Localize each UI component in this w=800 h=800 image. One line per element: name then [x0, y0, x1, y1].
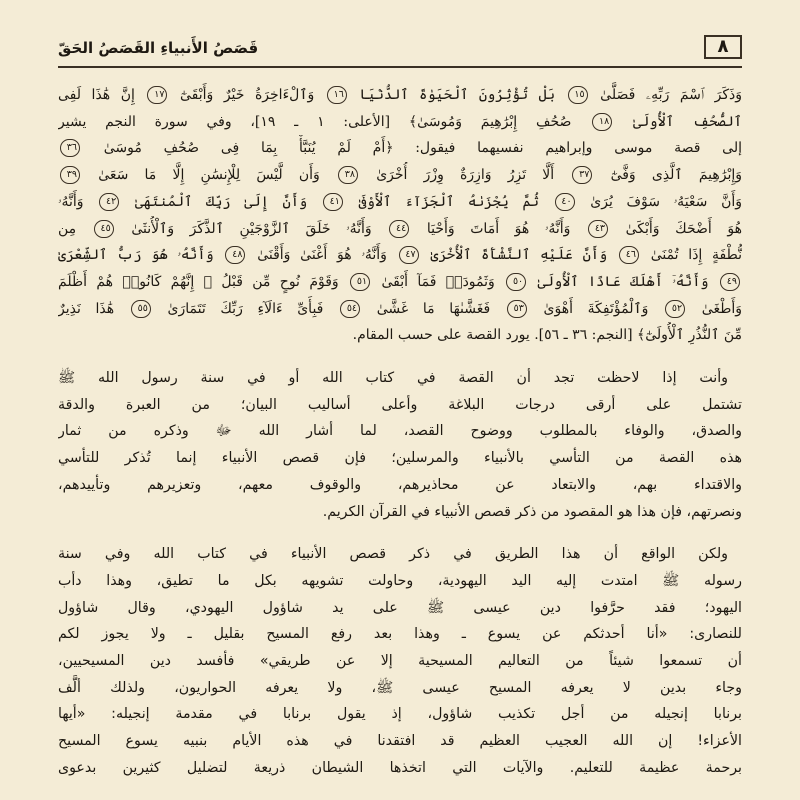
ayah-number-marker: ١٧ — [147, 86, 167, 104]
ayah-number-marker: ١٨ — [592, 113, 612, 131]
text-line: والاقتداء بهم، والابتعاد عن محاذيرهم، والوقوف معهم، وتعزيرهم وتأييدهم، — [58, 476, 742, 493]
ayah-number-marker: ١٥ — [568, 86, 588, 104]
verse-text: وَأَطْغَىٰ — [701, 300, 742, 317]
text-line — [58, 322, 742, 349]
text-line: الأعزاء! إن الله العجيب العظيم قد افتقدنا في هذه الأيام بنبيه يسوع المسيح — [58, 733, 742, 750]
verse-text: ثُمَّ يُجْزَىٰهُ ٱلْجَزَآءَ ٱلْأَوْفَىٰ — [358, 193, 539, 210]
page-header — [58, 32, 742, 68]
verse-text: مِّنَ ٱلنُّذُرِ ٱلْأُولَىٰٓ﴾ — [637, 327, 742, 344]
ayah-number-marker: ٣٦ — [60, 139, 80, 157]
verse-text: وَٱلْءَاخِرَةُ خَيْرٌ وَأَبْقَىٰٓ — [179, 87, 315, 103]
text-line: ولكن الواقع أن هذا الطريق في ذكر قصص الأنبياء في كتاب الله وفي سنة — [58, 546, 728, 563]
text-line — [58, 269, 742, 296]
verse-text: وَأَنَّ إِلَىٰ رَبِّكَ ٱلْمُنتَهَىٰ — [134, 193, 308, 210]
verse-text: ٱلصُّحُفِ ٱلْأُولَىٰ — [632, 113, 742, 130]
verse-text: وَأَنَّهُۥ — [58, 193, 84, 210]
verse-text: نُّطْفَةٍ إِذَا تُمْنَىٰ — [650, 247, 742, 264]
verse-text: إِنَّ هَٰذَا لَفِى — [58, 87, 135, 103]
verse-text: وَأَنَّ عَلَيْهِ ٱلنَّشْأَةَ ٱلْأُخْرَىٰ — [430, 247, 608, 264]
ayah-number-marker: ٥١ — [350, 273, 370, 291]
ayah-number-marker: ٥٥ — [131, 300, 151, 318]
ayah-number-marker: ٣٩ — [60, 166, 80, 184]
verse-text: إلى قصة موسى وإبراهيم نفسيهما فيقول: ﴿أَمْ لَمْ يُنَبَّأْ بِمَا فِى صُحُفِ مُوسَىٰ — [103, 140, 742, 157]
verse-text: وَذَكَرَ ٱسْمَ رَبِّهِۦ فَصَلَّىٰ — [600, 87, 742, 103]
ayah-number-marker: ٤٥ — [94, 220, 114, 238]
citation-text: [الأعلى: ١ ـ ١٩]، وفي سورة النجم يشير — [58, 113, 391, 130]
text-line: للنصارى: «أنا أحدثكم عن يسوع ـ وهذا بعد رفع المسيح بقليل ـ ولا يجوز لكم — [58, 626, 742, 643]
verse-text: بَلْ تُؤْثِرُونَ ٱلْحَيَوٰةَ ٱلدُّنْيَا — [359, 87, 556, 103]
text-line: تشتمل على أرقى درجات البلاغة وأعلى أساليب البيان؛ من العبرة والدقة — [58, 396, 742, 413]
verse-text: وَأَنَّهُۥ خَلَقَ ٱلزَّوْجَيْنِ ٱلذَّكَرَ وَٱلْأُنثَىٰ — [131, 220, 372, 237]
text-line — [58, 189, 742, 216]
text-line — [58, 296, 742, 323]
paragraph-spacer — [58, 525, 742, 541]
ayah-number-marker: ٤٧ — [399, 246, 419, 264]
text-line — [58, 162, 742, 189]
ayah-number-marker: ٤٨ — [225, 246, 245, 264]
text-line — [58, 242, 742, 269]
text-line: برنابا إنجيله من أجل تكذيب شاؤول، إذ يقول برنابا في مقدمة إنجيله: «أيها — [58, 706, 742, 723]
text-line: وجاء بدين لا يعرفه المسيح عيسى ﷺ، ولا يعرفه الحواريون، ولذلك ألَّف — [58, 679, 742, 696]
text-line: ونصرتهم، فإن هذا هو المقصود من ذكر قصص الأنبياء في القرآن الكريم. — [322, 503, 742, 520]
text-line — [58, 216, 742, 243]
ayah-number-marker: ٥٢ — [665, 300, 685, 318]
verse-text: وَأَنَّهُۥ هُوَ أَغْنَىٰ وَأَقْنَىٰ — [257, 247, 387, 264]
verse-text: فَغَشَّىٰهَا مَا غَشَّىٰ — [376, 300, 491, 317]
ayah-number-marker: ٤٤ — [389, 220, 409, 238]
verse-text: مِن — [58, 220, 77, 237]
ayah-number-marker: ٥٠ — [506, 273, 526, 291]
ayah-number-marker: ٤٩ — [720, 273, 740, 291]
verse-text: وَأَن لَّيْسَ لِلْإِنسَٰنِ إِلَّا مَا سَعَىٰ — [98, 167, 320, 184]
text-line: والصدق، والوفاء بالمطلوب ووضوح القصد، لما أشار الله ﷻ وذكره من ثمار — [58, 423, 742, 440]
page-number: ٨ — [704, 35, 742, 59]
ayah-number-marker: ٤٣ — [588, 220, 608, 238]
verse-text: وَأَنَّهُۥٓ أَهْلَكَ عَادًا ٱلْأُولَىٰ — [537, 273, 709, 290]
text-line — [58, 135, 742, 162]
ayah-number-marker: ٤٠ — [555, 193, 575, 211]
ayah-number-marker: ٣٧ — [572, 166, 592, 184]
verse-text: صُحُفِ إِبْرَٰهِيمَ وَمُوسَىٰ﴾ — [408, 113, 572, 130]
ayah-number-marker: ٤٢ — [99, 193, 119, 211]
verse-text: هُوَ أَضْحَكَ وَأَبْكَىٰ — [625, 220, 742, 237]
verse-text: فَبِأَىِّ ءَالَآءِ رَبِّكَ تَتَمَارَىٰ — [167, 300, 324, 317]
verse-text: وَقَوْمَ نُوحٍ مِّن قَبْلُ ۖ إِنَّهُمْ كَانُوا۟ هُمْ أَظْلَمَ — [58, 273, 339, 290]
ayah-number-marker: ١٦ — [327, 86, 347, 104]
citation-text: [النجم: ٣٦ ـ ٥٦]. يورد القصة على حسب المقام. — [352, 327, 633, 344]
text-line — [58, 109, 742, 136]
paragraph-spacer — [58, 349, 742, 365]
verse-text: وَثَمُودَا۟ فَمَآ أَبْقَىٰ — [381, 273, 495, 290]
verse-text: وَأَنَّهُۥ هُوَ أَمَاتَ وَأَحْيَا — [426, 220, 571, 237]
verse-text: وَإِبْرَٰهِيمَ ٱلَّذِى وَفَّىٰٓ — [610, 167, 742, 184]
text-line: هذه القصة من التأسي بالأنبياء والمرسلين؛ فإن قصص الأنبياء إنما تُذكر للتأسي — [58, 450, 742, 467]
text-line: رسوله ﷺ امتدت إليه اليد اليهودية، وحاولت تشويهه بكل ما تطيق، وهذا دأب — [58, 572, 742, 589]
ayah-number-marker: ٤٦ — [619, 246, 639, 264]
text-line: أن تسمعوا شيئاً من التعاليم المسيحية إلا عن طريقي» فأفسد دين المسيحيين، — [58, 653, 742, 670]
text-line: وأنت إذا لاحظت تجد أن القصة في كتاب الله أو في سنة رسول الله ﷺ — [58, 370, 728, 387]
page-body — [58, 82, 742, 782]
verse-text: وَأَنَّهُۥ هُوَ رَبُّ ٱلشِّعْرَىٰ — [58, 247, 214, 264]
ayah-number-marker: ٥٣ — [507, 300, 527, 318]
ayah-number-marker: ٤١ — [323, 193, 343, 211]
paragraph — [58, 541, 742, 781]
verse-text: وَٱلْمُؤْتَفِكَةَ أَهْوَىٰ — [543, 300, 649, 317]
verse-text: هَٰذَا نَذِيرٌ — [58, 300, 115, 317]
running-title: قَصَصُ الأَنبياءِ القَصَصُ الحَقّ — [58, 39, 259, 57]
verse-text: أَلَّا تَزِرُ وَازِرَةٌ وِزْرَ أُخْرَىٰ — [376, 167, 555, 184]
verse-text: وَأَنَّ سَعْيَهُۥ سَوْفَ يُرَىٰ — [590, 193, 742, 210]
paragraph — [58, 365, 742, 525]
text-line — [58, 82, 742, 109]
ayah-number-marker: ٥٤ — [340, 300, 360, 318]
quran-quotation — [58, 82, 742, 349]
text-line: اليهود؛ فقد حرَّفوا دين عيسى ﷺ على يد شاؤول اليهودي، وقال شاؤول — [58, 599, 742, 616]
ayah-number-marker: ٣٨ — [338, 166, 358, 184]
text-line: برحمة عظيمة للتعليم. والآيات التي اتخذها الشيطان ذريعة لتضليل كثيرين بدعوى — [58, 759, 742, 776]
